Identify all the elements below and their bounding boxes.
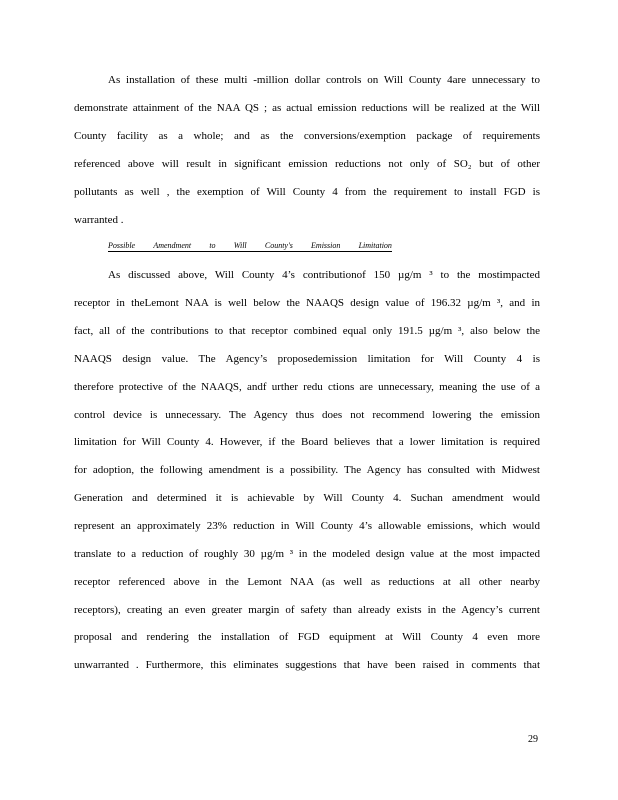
- section-heading: [108, 240, 392, 252]
- paragraph-2-line-10: represent an approximately 23% reduction in Will County 4’s allowable emissions, which would: [74, 520, 540, 532]
- paragraph-2-line-7: limitation for Will County 4. However, if the Board believes that a lower limitation is required: [74, 436, 540, 448]
- paragraph-2-line-15: unwarranted . Furthermore, this eliminates suggestions that have been raised in comments that: [74, 659, 540, 671]
- paragraph-1-line-6: warranted .: [74, 214, 124, 226]
- heading-word: to: [209, 241, 216, 250]
- paragraph-1-line-1: As installation of these multi -million dollar controls on Will County 4are unnecessary to: [108, 74, 540, 86]
- paragraph-2-line-3: fact, all of the contributions to that receptor combined equal only 191.5 µg/m ³, also below the: [74, 325, 540, 337]
- paragraph-1-line-2: demonstrate attainment of the NAA QS ; as actual emission reductions will be realized at the Will: [74, 102, 540, 114]
- paragraph-2-line-13: receptors), creating an even greater margin of safety than already exists in the Agency’s current: [74, 604, 540, 616]
- heading-word: Limitation: [358, 241, 392, 250]
- paragraph-1-line-3: County facility as a whole; and as the conversions/exemption package of requirements: [74, 130, 540, 142]
- paragraph-2-line-9: Generation and determined it is achievable by Will County 4. Suchan amendment would: [74, 492, 540, 504]
- paragraph-2-line-14: proposal and rendering the installation of FGD equipment at Will County 4 even more: [74, 631, 540, 643]
- paragraph-2-line-2: receptor in theLemont NAA is well below the NAAQS design value of 196.32 µg/m ³, and in: [74, 297, 540, 309]
- page-number: 29: [528, 734, 538, 745]
- heading-word: Emission: [311, 241, 341, 250]
- paragraph-2-line-4: NAAQS design value. The Agency’s proposedemission limitation for Will County 4 is: [74, 353, 540, 365]
- heading-word: County's: [264, 241, 293, 250]
- paragraph-2-line-6: control device is unnecessary. The Agency thus does not recommend lowering the emission: [74, 409, 540, 421]
- paragraph-2-line-8: for adoption, the following amendment is a possibility. The Agency has consulted with Midwest: [74, 464, 540, 476]
- paragraph-2-line-5: therefore protective of the NAAQS, andf urther redu ctions are unnecessary, meaning the use of a: [74, 381, 540, 393]
- heading-word: Possible: [108, 241, 136, 250]
- heading-word: Amendment: [153, 241, 192, 250]
- heading-word: Will: [233, 241, 247, 250]
- paragraph-2-line-12: receptor referenced above in the Lemont NAA (as well as reductions at all other nearby: [74, 576, 540, 588]
- paragraph-1-line-5: pollutants as well , the exemption of Will County 4 from the requirement to install FGD is: [74, 186, 540, 198]
- paragraph-2-line-11: translate to a reduction of roughly 30 µg/m ³ in the modeled design value at the most impacted: [74, 548, 540, 560]
- paragraph-2-line-1: As discussed above, Will County 4’s contributionof 150 µg/m ³ to the mostimpacted: [108, 269, 540, 281]
- paragraph-1-line-4: referenced above will result in significant emission reductions not only of SO₂ but of other: [74, 158, 540, 170]
